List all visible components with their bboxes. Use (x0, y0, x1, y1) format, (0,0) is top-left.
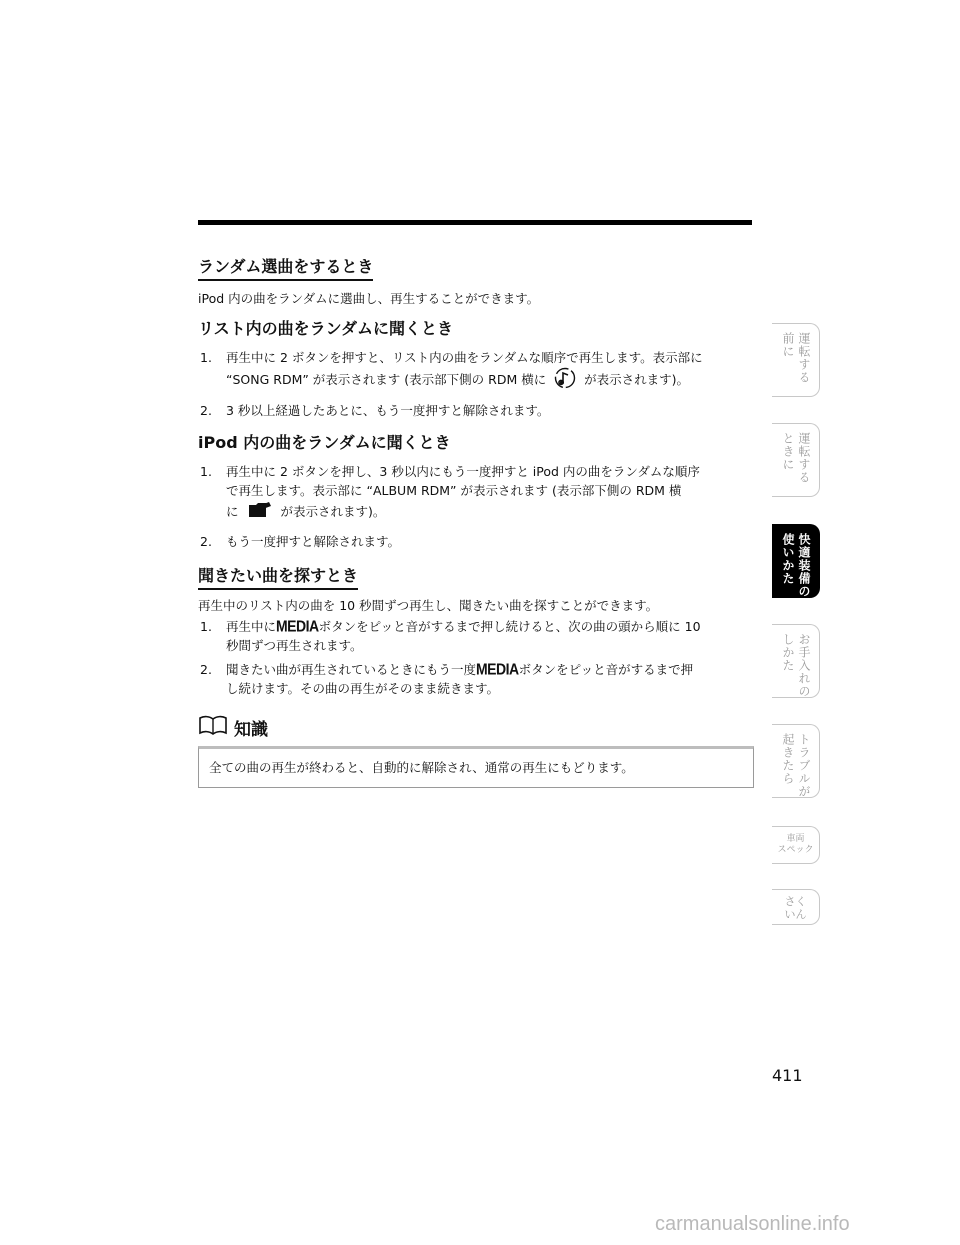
tab-troubleshooting[interactable]: トラブルが 起きたら (772, 724, 820, 798)
tab-before-driving[interactable]: 運転する 前に (772, 323, 820, 397)
knowledge-text: 全ての曲の再生が終わると、自動的に解除され、通常の再生にもどります。 (209, 760, 634, 775)
search-description: 再生中のリスト内の曲を 10 秒間ずつ再生し、聞きたい曲を探すことができます。 (198, 598, 659, 613)
list-item: 2. 聞きたい曲が再生されているときにもう一度MEDIAボタンをピッと音がするまで押 し続けます。その曲の再生がそのまま続きます。 (200, 660, 694, 696)
tab-comfort-features[interactable]: 快適装備の 使いかた (772, 524, 820, 598)
tab-index[interactable]: さく いん (772, 889, 820, 925)
watermark: carmanualsonline.info (655, 1213, 850, 1235)
search-section-title: 聞きたい曲を探すとき (198, 565, 358, 590)
list-random-title: リスト内の曲をランダムに聞くとき (198, 319, 454, 338)
tab-vehicle-spec[interactable]: 車両 スペック (772, 826, 820, 864)
top-rule (198, 220, 752, 225)
list-item: 1. 再生中に 2 ボタンを押し、3 秒以内にもう一度押すと iPod 内の曲をランダムな順序 で再生します。表示部に “ALBUM RDM” が表示されます (表示部下側の RDM 横 に が表示されます)。 (198, 462, 754, 525)
tab-while-driving[interactable]: 運転する ときに (772, 423, 820, 497)
knowledge-heading (198, 714, 754, 740)
folder-icon (247, 500, 273, 525)
tab-maintenance[interactable]: お手入れの しかた (772, 624, 820, 698)
book-icon (198, 714, 228, 740)
page-number: 411 (772, 1066, 803, 1085)
list-item: 1. 再生中に 2 ボタンを押すと、リスト内の曲をランダムな順序で再生します。表示部に “SONG RDM” が表示されます (表示部下側の RDM 横に が表示されます)。 (198, 348, 754, 394)
list-item: 2. もう一度押すと解除されます。 (200, 534, 401, 549)
random-description: iPod 内の曲をランダムに選曲し、再生することができます。 (198, 291, 540, 306)
list-random-steps (198, 348, 754, 420)
media-button-label: MEDIA (476, 660, 519, 678)
list-item: 2. 3 秒以上経過したあとに、もう一度押すと解除されます。 (200, 403, 550, 418)
list-item: 1. 再生中にMEDIAボタンをピッと音がするまで押し続けると、次の曲の頭から順に 10 秒間ずつ再生されます。 (200, 617, 701, 653)
random-song-icon (554, 367, 576, 394)
knowledge-title: 知識 (234, 719, 268, 740)
ipod-random-title: iPod 内の曲をランダムに聞くとき (198, 433, 451, 452)
media-button-label: MEDIA (276, 617, 319, 635)
ipod-random-steps (198, 462, 754, 551)
main-content (198, 256, 754, 788)
search-steps (198, 617, 754, 698)
random-section-title: ランダム選曲をするとき (198, 256, 373, 281)
knowledge-box (198, 746, 754, 788)
